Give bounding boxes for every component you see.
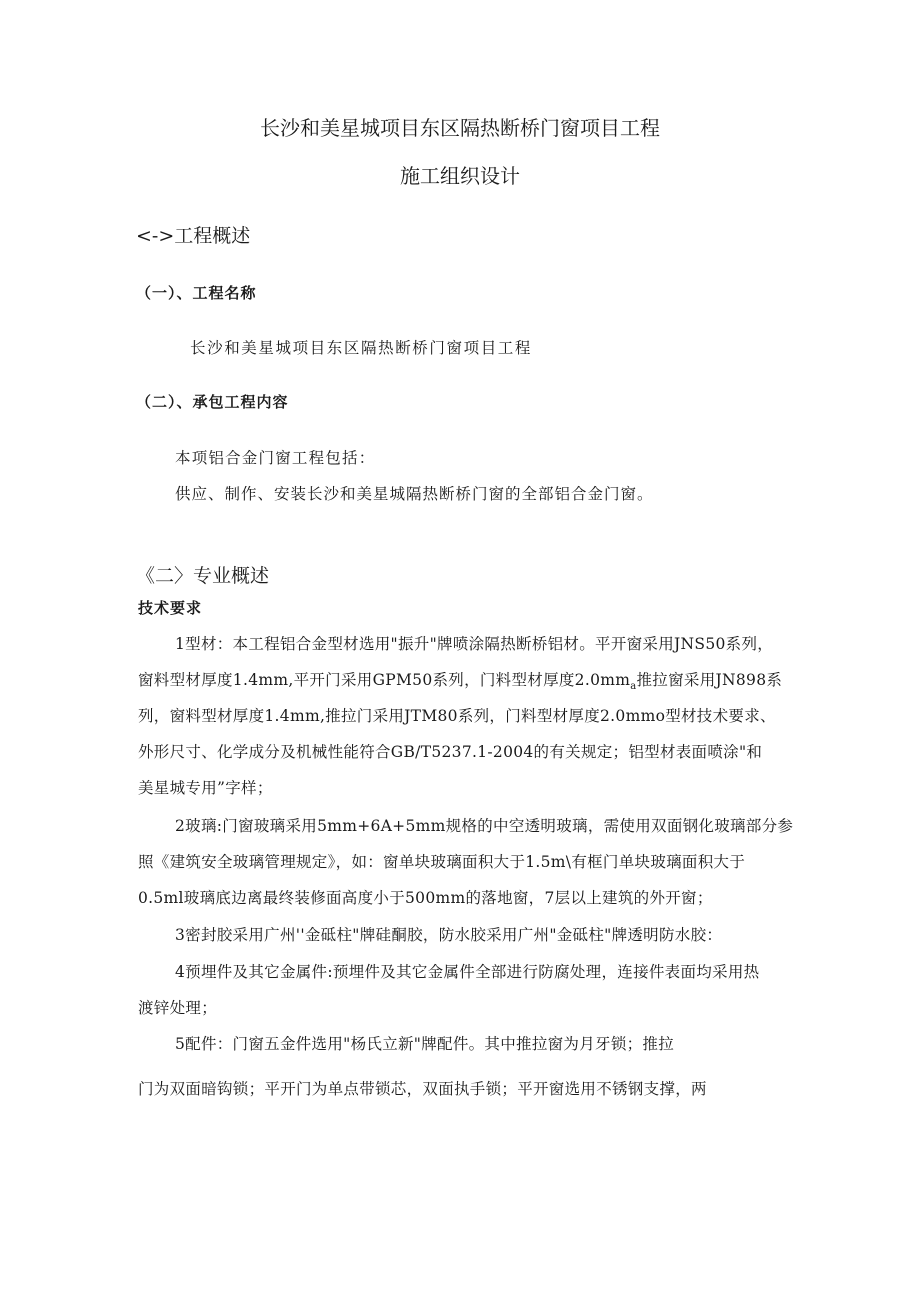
scope-line2: 供应、制作、安装长沙和美星城隔热断桥门窗的全部铝合金门窗。: [175, 485, 654, 503]
para1-line4: 外形尺寸、化学成分及机械性能符合GB/T5237.1-2004的有关规定；铝型材表面喷涂"和: [138, 743, 763, 761]
scope-line1: 本项铝合金门窗工程包括：: [175, 449, 376, 467]
sub2-heading: （二）、承包工程内容: [136, 393, 289, 411]
para3-line1: 3密封胶采用广州''金砥柱"牌硅酮胶，防水胶采用广州"金砥柱"牌透明防水胶：: [175, 926, 723, 944]
document-title-line2: 施工组织设计: [400, 164, 520, 188]
para2-line2: 照《建筑安全玻璃管理规定》，如：窗单块玻璃面积大于1.5m\有框门单块玻璃面积大于: [138, 853, 746, 871]
para4-line1: 4预埋件及其它金属件:预埋件及其它金属件全部进行防腐处理，连接件表面均采用热: [175, 963, 760, 981]
para1-line2-text: 窗料型材厚度1.4mm,平开门采用GPM50系列，门料型材厚度2.0mm: [138, 671, 631, 689]
sub1-heading: （一）、工程名称: [136, 284, 257, 302]
para1-line3: 列，窗料型材厚度1.4mm,推拉门采用JTM80系列，门料型材厚度2.0mmo型材技术要求、: [138, 707, 776, 725]
para1-line2-tail: 推拉窗采用JN898系: [636, 671, 783, 689]
para2-line3: 0.5ml玻璃底边离最终装修面高度小于500mm的落地窗，7层以上建筑的外开窗；: [138, 889, 713, 907]
para1-line2: [138, 668, 782, 692]
para5-line1: 5配件：门窗五金件选用"杨氏立新"牌配件。其中推拉窗为月牙锁；推拉: [175, 1035, 675, 1053]
section1-heading: <->工程概述: [136, 225, 251, 247]
tech-requirements-heading: 技术要求: [138, 599, 203, 617]
document-title-line1: 长沙和美星城项目东区隔热断桥门窗项目工程: [260, 116, 660, 140]
para1-line2-subscript: a: [630, 681, 637, 693]
para4-line2: 渡锌处理；: [138, 999, 218, 1017]
section2-heading: 《二〉专业概述: [136, 565, 270, 587]
para5-line2: 门为双面暗钩锁；平开门为单点带锁芯，双面执手锁；平开窗选用不锈钢支撑，两: [138, 1080, 707, 1098]
para1-line5: 美星城专用”字样；: [138, 779, 273, 797]
project-name-text: 长沙和美星城项目东区隔热断桥门窗项目工程: [190, 339, 533, 357]
para1-line1: 1型材：本工程铝合金型材选用"振升"牌喷涂隔热断桥铝材。平开窗采用JNS50系列，: [175, 635, 774, 653]
para2-line1: 2玻璃:门窗玻璃采用5mm+6A+5mm规格的中空透明玻璃，需使用双面钢化玻璃部分参: [175, 817, 794, 835]
